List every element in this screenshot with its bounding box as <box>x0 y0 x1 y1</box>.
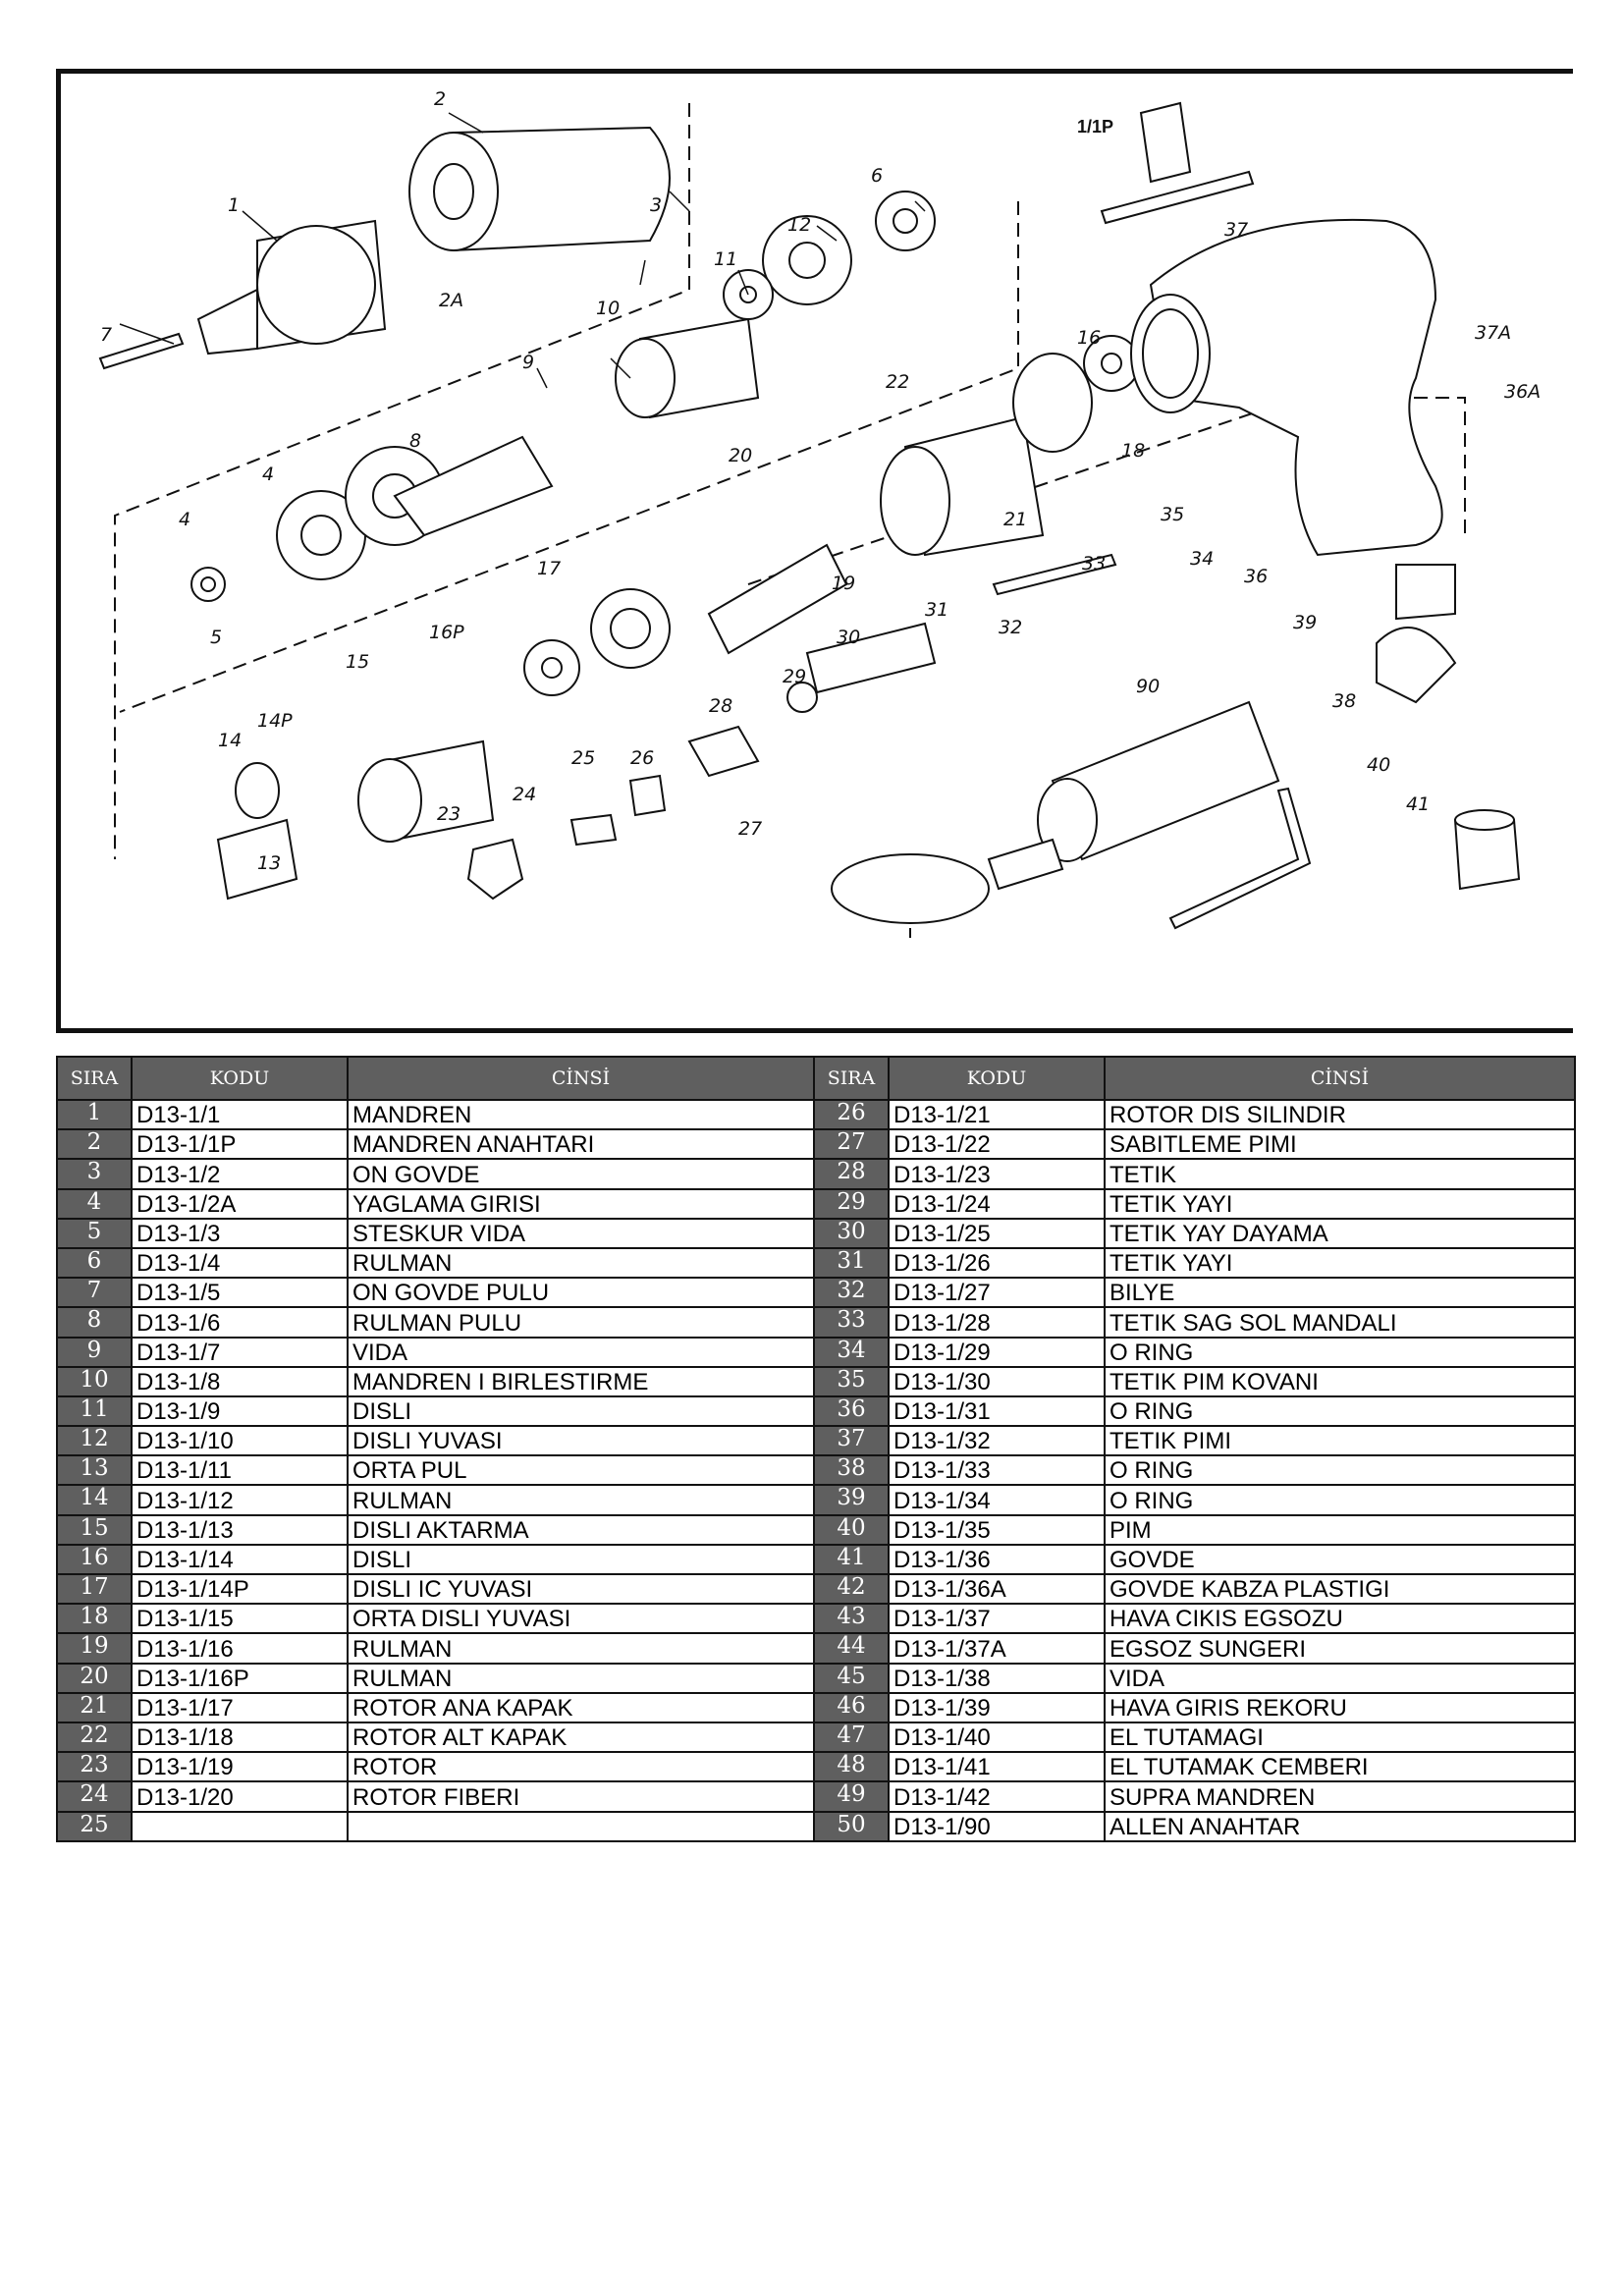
front-body-part <box>409 128 670 250</box>
code-cell: D13-1/35 <box>889 1515 1105 1545</box>
code-cell: D13-1/27 <box>889 1278 1105 1307</box>
part-label: 24 <box>513 784 537 805</box>
description-cell: O RING <box>1105 1338 1575 1367</box>
sira-cell: 39 <box>814 1485 889 1514</box>
code-cell: D13-1/1 <box>132 1100 348 1129</box>
code-cell: D13-1/15 <box>132 1604 348 1633</box>
table-row <box>57 1159 1575 1188</box>
part-label: 19 <box>832 573 856 594</box>
code-cell: D13-1/2A <box>132 1189 348 1219</box>
part-label: 3 <box>650 194 663 216</box>
exploded-view-drawing <box>61 74 1573 1028</box>
description-cell: VIDA <box>1105 1664 1575 1693</box>
code-cell: D13-1/29 <box>889 1338 1105 1367</box>
sira-cell: 2 <box>57 1129 132 1159</box>
sira-cell: 50 <box>814 1812 889 1841</box>
sira-cell: 9 <box>57 1338 132 1367</box>
sira-cell: 35 <box>814 1367 889 1396</box>
code-cell: D13-1/8 <box>132 1367 348 1396</box>
part-label: 40 <box>1367 754 1391 776</box>
code-cell: D13-1/30 <box>889 1367 1105 1396</box>
part-label: 41 <box>1406 793 1431 815</box>
part-label: 36A <box>1504 381 1542 403</box>
code-cell: D13-1/16P <box>132 1664 348 1693</box>
sira-cell: 25 <box>57 1812 132 1841</box>
exploded-view-diagram <box>56 69 1573 1033</box>
table-row <box>57 1278 1575 1307</box>
sira-cell: 12 <box>57 1426 132 1455</box>
sira-cell: 22 <box>57 1722 132 1752</box>
code-cell: D13-1/41 <box>889 1752 1105 1781</box>
part-label: 34 <box>1190 548 1215 570</box>
sira-cell: 27 <box>814 1129 889 1159</box>
code-cell: D13-1/38 <box>889 1664 1105 1693</box>
table-row <box>57 1129 1575 1159</box>
code-cell: D13-1/36 <box>889 1545 1105 1574</box>
part-label: 16 <box>1077 327 1102 349</box>
part-label: 10 <box>596 298 621 319</box>
part-label: 4 <box>179 509 191 530</box>
part-label: 21 <box>1003 509 1028 530</box>
description-cell: TETIK YAYI <box>1105 1248 1575 1278</box>
sira-cell: 45 <box>814 1664 889 1693</box>
table-row <box>57 1693 1575 1722</box>
sira-cell: 38 <box>814 1455 889 1485</box>
sira-cell: 23 <box>57 1752 132 1781</box>
part-label: 6 <box>871 165 884 187</box>
sira-cell: 17 <box>57 1574 132 1604</box>
screw-part <box>100 334 183 368</box>
part-label: 26 <box>630 747 655 769</box>
sira-cell: 4 <box>57 1189 132 1219</box>
description-cell: TETIK YAY DAYAMA <box>1105 1219 1575 1248</box>
part-label: 27 <box>738 818 763 840</box>
code-cell: D13-1/28 <box>889 1307 1105 1337</box>
table-row <box>57 1100 1575 1129</box>
description-cell <box>348 1812 814 1841</box>
description-cell: ORTA DISLI YUVASI <box>348 1604 814 1633</box>
description-cell: TETIK YAYI <box>1105 1189 1575 1219</box>
sira-cell: 26 <box>814 1100 889 1129</box>
table-row <box>57 1189 1575 1219</box>
description-cell: MANDREN I BIRLESTIRME <box>348 1367 814 1396</box>
description-cell: HAVA GIRIS REKORU <box>1105 1693 1575 1722</box>
description-cell: ON GOVDE PULU <box>348 1278 814 1307</box>
table-row <box>57 1426 1575 1455</box>
description-cell: O RING <box>1105 1485 1575 1514</box>
part-label: 8 <box>409 430 422 452</box>
description-cell: ORTA PUL <box>348 1455 814 1485</box>
description-cell: HAVA CIKIS EGSOZU <box>1105 1604 1575 1633</box>
code-cell: D13-1/12 <box>132 1485 348 1514</box>
description-cell: DISLI YUVASI <box>348 1426 814 1455</box>
code-cell: D13-1/26 <box>889 1248 1105 1278</box>
description-cell: ROTOR DIS SILINDIR <box>1105 1100 1575 1129</box>
sira-cell: 41 <box>814 1545 889 1574</box>
table-row <box>57 1664 1575 1693</box>
exhaust-and-inlet-parts <box>1377 565 1519 889</box>
sira-cell: 18 <box>57 1604 132 1633</box>
part-label: 11 <box>714 248 738 270</box>
code-cell: D13-1/3 <box>132 1219 348 1248</box>
part-label: 5 <box>210 627 223 648</box>
sira-cell: 30 <box>814 1219 889 1248</box>
part-label: 37A <box>1475 322 1512 344</box>
part-label: 90 <box>1136 676 1161 697</box>
part-label: 2A <box>439 290 464 311</box>
description-cell: TETIK <box>1105 1159 1575 1188</box>
table-row <box>57 1633 1575 1663</box>
sira-cell: 13 <box>57 1455 132 1485</box>
code-cell: D13-1/10 <box>132 1426 348 1455</box>
code-cell: D13-1/16 <box>132 1633 348 1663</box>
header-cinsi: CİNSİ <box>1105 1057 1575 1100</box>
code-cell: D13-1/90 <box>889 1812 1105 1841</box>
code-cell: D13-1/34 <box>889 1485 1105 1514</box>
description-cell: ROTOR ANA KAPAK <box>348 1693 814 1722</box>
sira-cell: 1 <box>57 1100 132 1129</box>
code-cell: D13-1/19 <box>132 1752 348 1781</box>
parts-table-body <box>57 1100 1575 1841</box>
code-cell <box>132 1812 348 1841</box>
sira-cell: 3 <box>57 1159 132 1188</box>
part-label: 37 <box>1224 219 1249 241</box>
sira-cell: 46 <box>814 1693 889 1722</box>
code-cell: D13-1/37 <box>889 1604 1105 1633</box>
sira-cell: 6 <box>57 1248 132 1278</box>
description-cell: ALLEN ANAHTAR <box>1105 1812 1575 1841</box>
part-label: 35 <box>1161 504 1185 525</box>
table-row <box>57 1604 1575 1633</box>
part-label: 9 <box>522 352 535 373</box>
code-cell: D13-1/42 <box>889 1781 1105 1811</box>
part-label: 16P <box>429 622 464 643</box>
part-label: 29 <box>783 666 807 687</box>
description-cell: RULMAN <box>348 1485 814 1514</box>
code-cell: D13-1/36A <box>889 1574 1105 1604</box>
table-row <box>57 1307 1575 1337</box>
sira-cell: 28 <box>814 1159 889 1188</box>
code-cell: D13-1/1P <box>132 1129 348 1159</box>
table-header-row <box>57 1057 1575 1100</box>
description-cell: MANDREN <box>348 1100 814 1129</box>
header-sira: SIRA <box>57 1057 132 1100</box>
sira-cell: 8 <box>57 1307 132 1337</box>
part-label: 38 <box>1332 690 1357 712</box>
table-row <box>57 1781 1575 1811</box>
rotor-end-plate-part <box>1013 354 1092 452</box>
code-cell: D13-1/17 <box>132 1693 348 1722</box>
part-label: 25 <box>571 747 596 769</box>
description-cell: MANDREN ANAHTARI <box>348 1129 814 1159</box>
description-cell: DISLI <box>348 1396 814 1426</box>
part-label: 1 <box>228 194 241 216</box>
chuck-key-part <box>1102 103 1253 223</box>
sira-cell: 19 <box>57 1633 132 1663</box>
code-cell: D13-1/11 <box>132 1455 348 1485</box>
chuck-key-label: 1/1P <box>1077 117 1114 137</box>
description-cell: STESKUR VIDA <box>348 1219 814 1248</box>
code-cell: D13-1/4 <box>132 1248 348 1278</box>
part-label: 28 <box>709 695 733 717</box>
description-cell: VIDA <box>348 1338 814 1367</box>
description-cell: SABITLEME PIMI <box>1105 1129 1575 1159</box>
part-label: 39 <box>1293 612 1318 633</box>
code-cell: D13-1/22 <box>889 1129 1105 1159</box>
part-label: 4 <box>262 464 275 485</box>
table-row <box>57 1722 1575 1752</box>
code-cell: D13-1/25 <box>889 1219 1105 1248</box>
sira-cell: 11 <box>57 1396 132 1426</box>
description-cell: EL TUTAMAK CEMBERI <box>1105 1752 1575 1781</box>
code-cell: D13-1/37A <box>889 1633 1105 1663</box>
part-label: 7 <box>100 324 113 346</box>
rotor-part <box>709 545 846 653</box>
sira-cell: 5 <box>57 1219 132 1248</box>
part-label: 22 <box>886 371 910 393</box>
sira-cell: 7 <box>57 1278 132 1307</box>
sira-cell: 29 <box>814 1189 889 1219</box>
description-cell: DISLI AKTARMA <box>348 1515 814 1545</box>
description-cell: DISLI IC YUVASI <box>348 1574 814 1604</box>
header-sira: SIRA <box>814 1057 889 1100</box>
table-row <box>57 1338 1575 1367</box>
description-cell: TETIK PIM KOVANI <box>1105 1367 1575 1396</box>
part-label: 32 <box>999 617 1023 638</box>
parts-list-table <box>56 1056 1576 1842</box>
part-label: 36 <box>1244 566 1269 587</box>
sira-cell: 33 <box>814 1307 889 1337</box>
part-label: 14 <box>218 730 243 751</box>
description-cell: O RING <box>1105 1396 1575 1426</box>
description-cell: EL TUTAMAGI <box>1105 1722 1575 1752</box>
header-kodu: KODU <box>132 1057 348 1100</box>
code-cell: D13-1/21 <box>889 1100 1105 1129</box>
sira-cell: 47 <box>814 1722 889 1752</box>
description-cell: RULMAN <box>348 1633 814 1663</box>
table-row <box>57 1396 1575 1426</box>
code-cell: D13-1/23 <box>889 1159 1105 1188</box>
sira-cell: 36 <box>814 1396 889 1426</box>
description-cell: DISLI <box>348 1545 814 1574</box>
table-row <box>57 1574 1575 1604</box>
description-cell: RULMAN <box>348 1248 814 1278</box>
sira-cell: 42 <box>814 1574 889 1604</box>
description-cell: PIM <box>1105 1515 1575 1545</box>
header-cinsi: CİNSİ <box>348 1057 814 1100</box>
sira-cell: 20 <box>57 1664 132 1693</box>
header-kodu: KODU <box>889 1057 1105 1100</box>
part-label: 2 <box>434 88 447 110</box>
part-label: 31 <box>925 599 949 621</box>
description-cell: ROTOR ALT KAPAK <box>348 1722 814 1752</box>
table-row <box>57 1485 1575 1514</box>
table-row <box>57 1248 1575 1278</box>
description-cell: GOVDE KABZA PLASTIGI <box>1105 1574 1575 1604</box>
sira-cell: 40 <box>814 1515 889 1545</box>
code-cell: D13-1/5 <box>132 1278 348 1307</box>
sira-cell: 31 <box>814 1248 889 1278</box>
description-cell: ON GOVDE <box>348 1159 814 1188</box>
sira-cell: 21 <box>57 1693 132 1722</box>
code-cell: D13-1/20 <box>132 1781 348 1811</box>
code-cell: D13-1/2 <box>132 1159 348 1188</box>
sira-cell: 16 <box>57 1545 132 1574</box>
sira-cell: 10 <box>57 1367 132 1396</box>
sira-cell: 34 <box>814 1338 889 1367</box>
code-cell: D13-1/7 <box>132 1338 348 1367</box>
sira-cell: 14 <box>57 1485 132 1514</box>
description-cell: EGSOZ SUNGERI <box>1105 1633 1575 1663</box>
sira-cell: 32 <box>814 1278 889 1307</box>
part-label: 15 <box>346 651 370 673</box>
description-cell: O RING <box>1105 1455 1575 1485</box>
sira-cell: 43 <box>814 1604 889 1633</box>
code-cell: D13-1/32 <box>889 1426 1105 1455</box>
code-cell: D13-1/14P <box>132 1574 348 1604</box>
part-label: 14P <box>257 710 293 732</box>
sira-cell: 24 <box>57 1781 132 1811</box>
table-row <box>57 1367 1575 1396</box>
sira-cell: 48 <box>814 1752 889 1781</box>
code-cell: D13-1/39 <box>889 1693 1105 1722</box>
description-cell: ROTOR FIBERI <box>348 1781 814 1811</box>
part-label: 30 <box>837 627 861 648</box>
description-cell: TETIK PIMI <box>1105 1426 1575 1455</box>
code-cell: D13-1/6 <box>132 1307 348 1337</box>
sira-cell: 44 <box>814 1633 889 1663</box>
sira-cell: 37 <box>814 1426 889 1455</box>
table-row <box>57 1545 1575 1574</box>
rotor-cylinder-part <box>881 417 1043 555</box>
code-cell: D13-1/31 <box>889 1396 1105 1426</box>
sira-cell: 15 <box>57 1515 132 1545</box>
code-cell: D13-1/14 <box>132 1545 348 1574</box>
table-row <box>57 1812 1575 1841</box>
part-label: 23 <box>437 803 461 825</box>
code-cell: D13-1/13 <box>132 1515 348 1545</box>
table-row <box>57 1219 1575 1248</box>
description-cell: SUPRA MANDREN <box>1105 1781 1575 1811</box>
gear-housing-part <box>616 319 758 417</box>
code-cell: D13-1/24 <box>889 1189 1105 1219</box>
code-cell: D13-1/33 <box>889 1455 1105 1485</box>
code-cell: D13-1/9 <box>132 1396 348 1426</box>
description-cell: TETIK SAG SOL MANDALI <box>1105 1307 1575 1337</box>
description-cell: GOVDE <box>1105 1545 1575 1574</box>
description-cell: RULMAN PULU <box>348 1307 814 1337</box>
part-label: 20 <box>729 445 753 466</box>
part-label: 33 <box>1082 553 1107 574</box>
sira-cell: 49 <box>814 1781 889 1811</box>
table-row <box>57 1515 1575 1545</box>
part-label: 17 <box>537 558 562 579</box>
code-cell: D13-1/40 <box>889 1722 1105 1752</box>
table-row <box>57 1455 1575 1485</box>
part-label: 12 <box>787 214 812 236</box>
table-row <box>57 1752 1575 1781</box>
description-cell: ROTOR <box>348 1752 814 1781</box>
part-label: 18 <box>1121 440 1146 462</box>
description-cell: BILYE <box>1105 1278 1575 1307</box>
description-cell: RULMAN <box>348 1664 814 1693</box>
chuck-part <box>198 221 385 354</box>
description-cell: YAGLAMA GIRISI <box>348 1189 814 1219</box>
code-cell: D13-1/18 <box>132 1722 348 1752</box>
part-label: 13 <box>257 852 282 874</box>
